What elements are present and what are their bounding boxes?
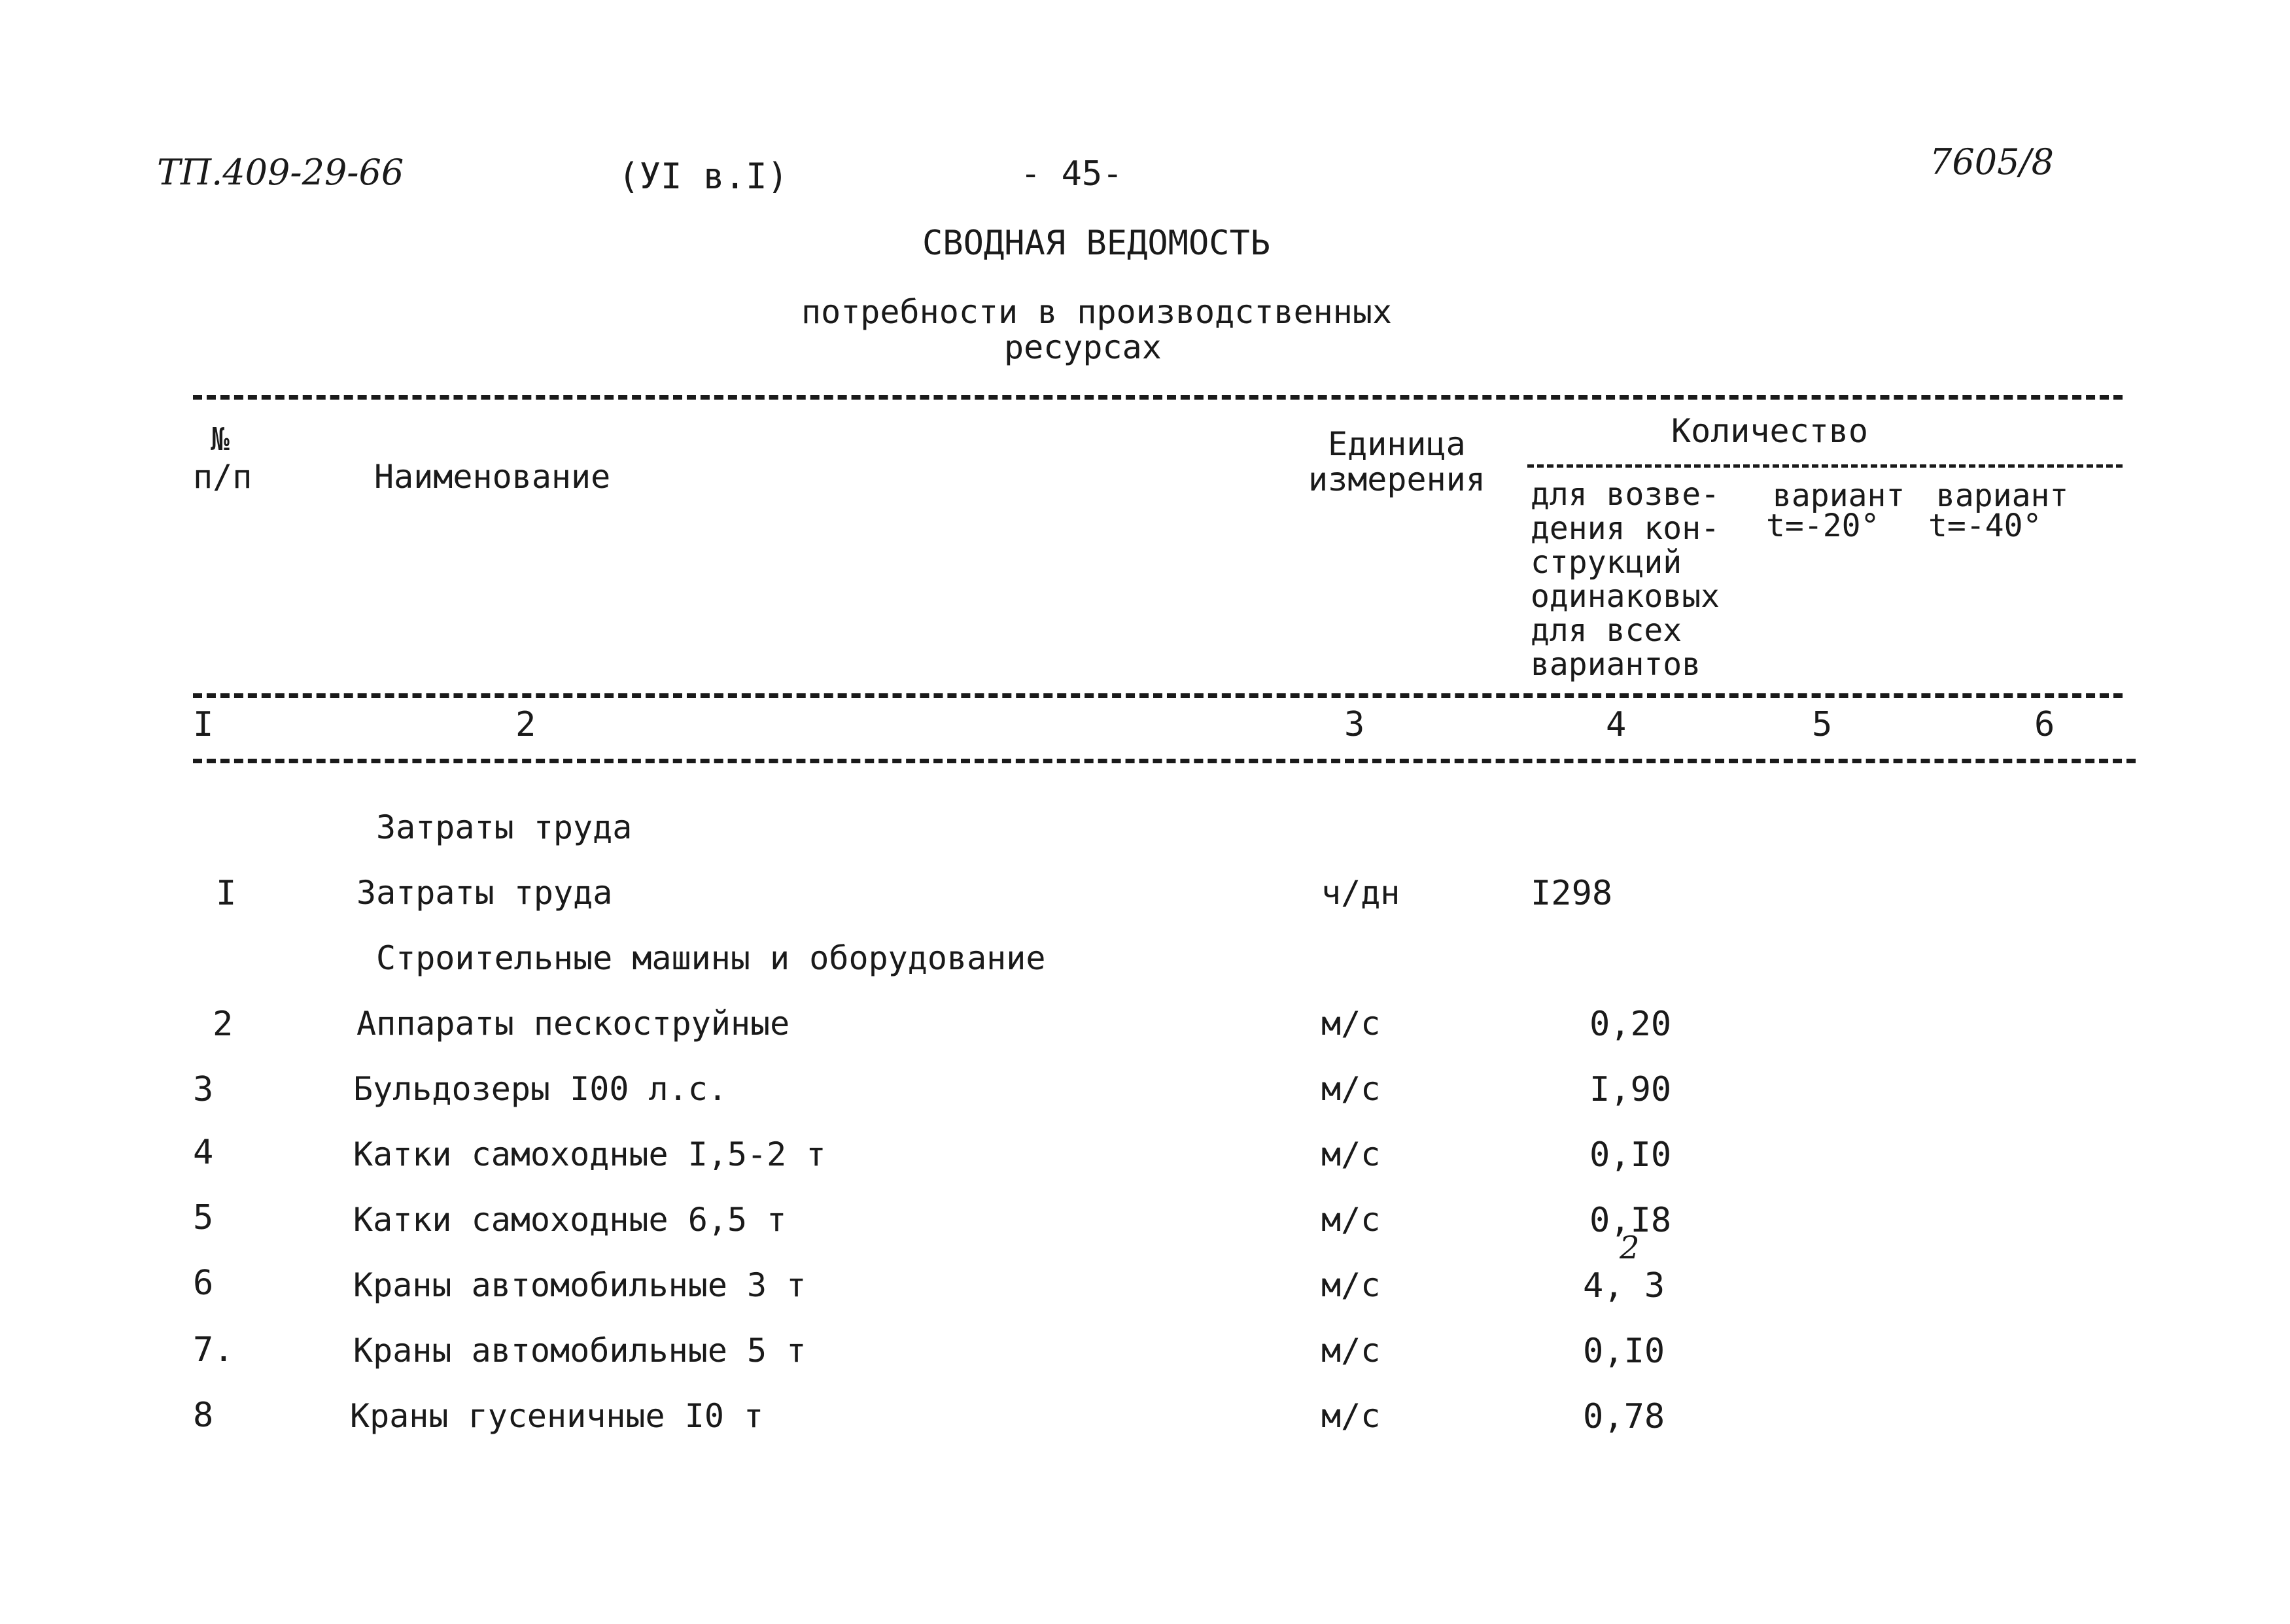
column-header-common: для возве- дения кон- струкций одинаковых для всех вариантов bbox=[1531, 476, 1720, 683]
page-title: СВОДНАЯ ВЕДОМОСТЬ bbox=[922, 224, 1271, 263]
row-1-unit: ч/дн bbox=[1321, 874, 1400, 912]
row-7-number: 7. bbox=[193, 1330, 234, 1370]
row-1-name: Затраты труда bbox=[356, 874, 613, 912]
column-header-quantity: Количество bbox=[1671, 412, 1869, 450]
row-7-unit: м/с bbox=[1321, 1332, 1381, 1370]
row-8-value: 0,78 bbox=[1583, 1397, 1665, 1436]
row-4-number: 4 bbox=[193, 1133, 214, 1172]
column-number-4: 4 bbox=[1606, 705, 1627, 744]
document-code: ТП.409-29-66 bbox=[157, 152, 404, 193]
table-top-rule bbox=[193, 395, 2123, 400]
row-6-unit: м/с bbox=[1321, 1266, 1381, 1304]
row-5-unit: м/с bbox=[1321, 1201, 1381, 1239]
column-number-5: 5 bbox=[1812, 705, 1833, 744]
subtitle-line-2: ресурсах bbox=[1004, 328, 1162, 366]
row-6-name: Краны автомобильные 3 т bbox=[353, 1266, 807, 1304]
row-6-value: 4, 3 bbox=[1583, 1266, 1665, 1305]
column-header-variant-20-line-2: t=-20° bbox=[1766, 508, 1880, 544]
column-header-unit-line-2: измерения bbox=[1308, 460, 1485, 498]
row-2-value: 0,20 bbox=[1589, 1005, 1672, 1044]
row-6-handwritten-correction: 2 bbox=[1620, 1230, 1640, 1266]
row-2-name: Аппараты пескоструйные bbox=[356, 1005, 790, 1043]
column-header-number: п/п bbox=[193, 458, 252, 496]
column-numbers-bottom-rule bbox=[193, 759, 2136, 763]
row-8-unit: м/с bbox=[1321, 1397, 1381, 1435]
row-5-number: 5 bbox=[193, 1198, 214, 1237]
row-3-number: 3 bbox=[193, 1070, 214, 1109]
column-header-unit-line-1: Единица bbox=[1328, 425, 1466, 463]
row-3-name: Бульдозеры I00 л.с. bbox=[353, 1070, 727, 1108]
column-header-name: Наименование bbox=[374, 458, 611, 496]
row-7-name: Краны автомобильные 5 т bbox=[353, 1332, 807, 1370]
row-1-value: I298 bbox=[1531, 874, 1613, 913]
column-number-symbol: № bbox=[211, 421, 230, 458]
row-8-number: 8 bbox=[193, 1396, 214, 1435]
subtitle-line-1: потребности в производственных bbox=[801, 293, 1393, 331]
column-number-3: 3 bbox=[1344, 705, 1365, 744]
row-4-name: Катки самоходные I,5-2 т bbox=[353, 1135, 826, 1173]
row-1-number: I bbox=[216, 874, 237, 913]
column-number-1: I bbox=[193, 705, 214, 744]
row-8-name: Краны гусеничные I0 т bbox=[350, 1397, 764, 1435]
row-4-value: 0,I0 bbox=[1589, 1135, 1672, 1175]
row-5-value: 0,I8 bbox=[1589, 1201, 1672, 1240]
column-header-variant-40-line-1: вариант bbox=[1936, 477, 2069, 514]
column-header-variant-20-line-1: вариант bbox=[1773, 477, 1905, 514]
volume-label: (УI в.I) bbox=[618, 156, 789, 197]
row-3-unit: м/с bbox=[1321, 1070, 1381, 1108]
row-3-value: I,90 bbox=[1589, 1070, 1672, 1109]
row-5-name: Катки самоходные 6,5 т bbox=[353, 1201, 787, 1239]
column-number-2: 2 bbox=[515, 705, 536, 744]
column-numbers-top-rule bbox=[193, 693, 2123, 698]
section-heading-machines: Строительные машины и оборудование bbox=[376, 939, 1046, 977]
column-header-variant-40-line-2: t=-40° bbox=[1928, 508, 2042, 544]
row-2-unit: м/с bbox=[1321, 1005, 1381, 1043]
quantity-sub-rule bbox=[1527, 464, 2123, 468]
row-2-number: 2 bbox=[213, 1005, 234, 1044]
page-number: - 45- bbox=[1020, 154, 1123, 194]
row-7-value: 0,I0 bbox=[1583, 1332, 1665, 1371]
row-4-unit: м/с bbox=[1321, 1135, 1381, 1173]
sheet-number: 7605/8 bbox=[1930, 141, 2054, 182]
column-number-6: 6 bbox=[2034, 705, 2055, 744]
section-heading-labor: Затраты труда bbox=[376, 808, 633, 846]
row-6-number: 6 bbox=[193, 1264, 214, 1303]
